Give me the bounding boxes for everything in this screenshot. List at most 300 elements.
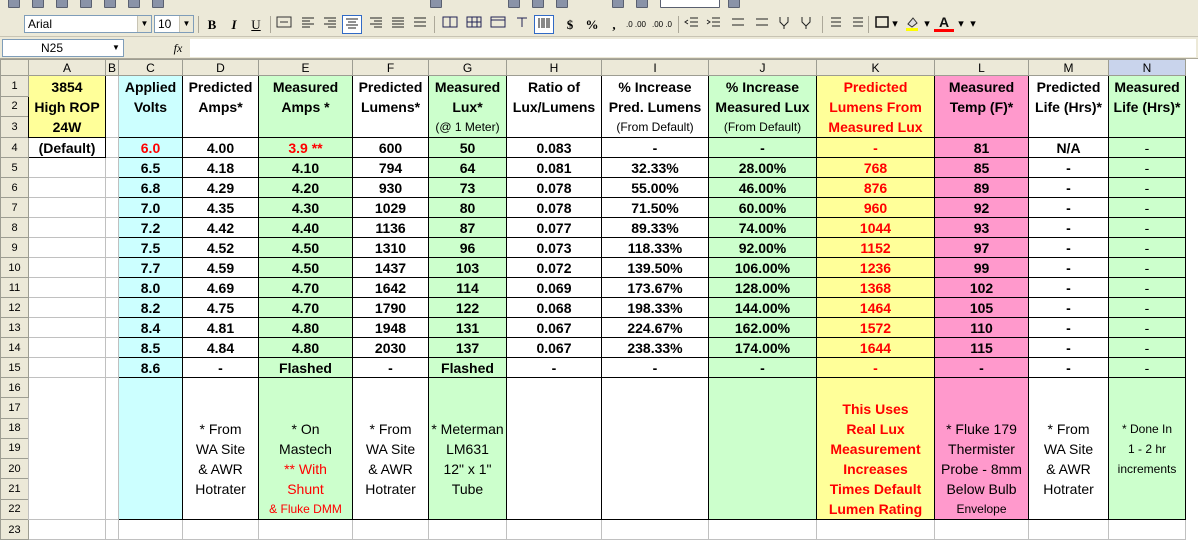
column-header-j[interactable]: J: [709, 60, 817, 76]
cell-d[interactable]: 4.81: [183, 318, 259, 338]
cell-i[interactable]: 89.33%: [602, 218, 709, 238]
cell-a[interactable]: [29, 218, 106, 238]
undo-icon[interactable]: [430, 0, 442, 8]
empty-cell[interactable]: [119, 520, 183, 540]
cell-h[interactable]: 0.067: [507, 318, 602, 338]
cell-l[interactable]: 105: [935, 298, 1029, 318]
row-header[interactable]: 14: [1, 338, 29, 358]
cell-a[interactable]: [29, 138, 106, 158]
header-c[interactable]: [119, 76, 183, 138]
cell-n[interactable]: -: [1109, 358, 1186, 378]
cell-c[interactable]: 7.2: [119, 218, 183, 238]
increase-decimal-button[interactable]: .0 .00: [625, 20, 646, 29]
cell-n[interactable]: -: [1109, 298, 1186, 318]
cell-h[interactable]: 0.073: [507, 238, 602, 258]
open-icon[interactable]: [32, 0, 44, 8]
cell-n[interactable]: -: [1109, 258, 1186, 278]
column-header-f[interactable]: F: [353, 60, 429, 76]
cell-l[interactable]: 92: [935, 198, 1029, 218]
cell-i[interactable]: 71.50%: [602, 198, 709, 218]
cell-f[interactable]: 1029: [353, 198, 429, 218]
email-icon[interactable]: [104, 0, 116, 8]
note-d[interactable]: [183, 378, 259, 520]
empty-cell[interactable]: [709, 520, 817, 540]
empty-cell[interactable]: [259, 520, 353, 540]
cell-i[interactable]: [602, 378, 709, 520]
cell-a[interactable]: [29, 338, 106, 358]
cell-b[interactable]: [106, 318, 119, 338]
chart-wizard-icon[interactable]: [612, 0, 624, 8]
column-header-a[interactable]: A: [29, 60, 106, 76]
row-header[interactable]: 17: [1, 398, 29, 418]
header-l[interactable]: [935, 76, 1029, 138]
cell-f[interactable]: 1790: [353, 298, 429, 318]
cell-f[interactable]: 1310: [353, 238, 429, 258]
cell-d[interactable]: 4.18: [183, 158, 259, 178]
formula-input[interactable]: [190, 39, 1196, 57]
cell-h[interactable]: [507, 378, 602, 520]
cell-l[interactable]: 115: [935, 338, 1029, 358]
cell-g[interactable]: 103: [429, 258, 507, 278]
cell-i[interactable]: 32.33%: [602, 158, 709, 178]
cell-g[interactable]: 137: [429, 338, 507, 358]
cell-f[interactable]: 1136: [353, 218, 429, 238]
cell-j[interactable]: -: [709, 358, 817, 378]
cell-l[interactable]: 97: [935, 238, 1029, 258]
italic-button[interactable]: I: [231, 17, 237, 32]
cell-k[interactable]: 1368: [817, 278, 935, 298]
cell-k[interactable]: 1236: [817, 258, 935, 278]
sort-ascending-icon[interactable]: [556, 0, 568, 8]
cell-n[interactable]: -: [1109, 158, 1186, 178]
row-header[interactable]: 10: [1, 258, 29, 278]
cell-m[interactable]: -: [1029, 358, 1109, 378]
cell-j[interactable]: 74.00%: [709, 218, 817, 238]
drawing-icon[interactable]: [636, 0, 648, 8]
cell-j[interactable]: -: [709, 138, 817, 158]
cell-d[interactable]: 4.69: [183, 278, 259, 298]
cell-m[interactable]: -: [1029, 338, 1109, 358]
cell-b[interactable]: [106, 298, 119, 318]
cell-b[interactable]: [106, 238, 119, 258]
cell-i[interactable]: 139.50%: [602, 258, 709, 278]
header-g[interactable]: [429, 76, 507, 138]
merge-center-icon[interactable]: [440, 15, 460, 34]
cell-c[interactable]: [119, 378, 183, 520]
cell-f[interactable]: 794: [353, 158, 429, 178]
row-header[interactable]: 16: [1, 378, 29, 398]
cell-i[interactable]: 118.33%: [602, 238, 709, 258]
cell-e[interactable]: 4.50: [259, 238, 353, 258]
cell-c[interactable]: 8.5: [119, 338, 183, 358]
header-k[interactable]: [817, 76, 935, 138]
cell-a[interactable]: [29, 378, 106, 520]
decrease-font-icon[interactable]: [848, 15, 868, 34]
cell-h[interactable]: 0.068: [507, 298, 602, 318]
cell-g[interactable]: 64: [429, 158, 507, 178]
note-n[interactable]: [1109, 378, 1186, 520]
cell-n[interactable]: -: [1109, 318, 1186, 338]
cell-m[interactable]: -: [1029, 218, 1109, 238]
cell-b[interactable]: [106, 378, 119, 520]
column-header-n[interactable]: N: [1109, 60, 1186, 76]
column-header-b[interactable]: B: [106, 60, 119, 76]
row-header[interactable]: 21: [1, 479, 29, 499]
select-all-corner[interactable]: [1, 60, 29, 76]
cell-e[interactable]: 4.20: [259, 178, 353, 198]
cell-e[interactable]: 4.80: [259, 338, 353, 358]
row-header[interactable]: 20: [1, 459, 29, 479]
decrease-indent-icon[interactable]: [682, 15, 702, 34]
empty-cell[interactable]: [29, 520, 106, 540]
align-left-icon[interactable]: [298, 15, 318, 34]
cell-d[interactable]: 4.59: [183, 258, 259, 278]
fill-color-icon[interactable]: [902, 15, 922, 34]
cell-b[interactable]: [106, 338, 119, 358]
header-f[interactable]: [353, 76, 429, 138]
cell-f[interactable]: -: [353, 358, 429, 378]
cell-m[interactable]: N/A: [1029, 138, 1109, 158]
text-direction-icon[interactable]: [512, 15, 532, 34]
bold-button[interactable]: B: [207, 17, 217, 32]
cell-k[interactable]: 960: [817, 198, 935, 218]
row-header[interactable]: 18: [1, 418, 29, 438]
decrease-decimal-button[interactable]: .00 .0: [651, 20, 672, 29]
cell-k[interactable]: 1044: [817, 218, 935, 238]
cell-c[interactable]: 6.5: [119, 158, 183, 178]
cell-f[interactable]: 1948: [353, 318, 429, 338]
cell-c[interactable]: 6.8: [119, 178, 183, 198]
cell-d[interactable]: -: [183, 358, 259, 378]
cell-i[interactable]: 55.00%: [602, 178, 709, 198]
cell-a[interactable]: [29, 198, 106, 218]
increase-font-icon[interactable]: [826, 15, 846, 34]
cell-e[interactable]: 4.10: [259, 158, 353, 178]
column-header-h[interactable]: H: [507, 60, 602, 76]
new-icon[interactable]: [8, 0, 20, 8]
cell-c[interactable]: 7.0: [119, 198, 183, 218]
empty-cell[interactable]: [429, 520, 507, 540]
cell-l[interactable]: 81: [935, 138, 1029, 158]
cell-g[interactable]: 122: [429, 298, 507, 318]
cell-n[interactable]: -: [1109, 278, 1186, 298]
print-preview-icon[interactable]: [152, 0, 164, 8]
cell-h[interactable]: 0.083: [507, 138, 602, 158]
cell-c[interactable]: 7.5: [119, 238, 183, 258]
cell-k[interactable]: 1644: [817, 338, 935, 358]
cell-m[interactable]: -: [1029, 298, 1109, 318]
cell-g[interactable]: 80: [429, 198, 507, 218]
cell-j[interactable]: 162.00%: [709, 318, 817, 338]
cell-a[interactable]: [29, 318, 106, 338]
cell-i[interactable]: 173.67%: [602, 278, 709, 298]
header-e[interactable]: [259, 76, 353, 138]
row-header[interactable]: 23: [1, 520, 29, 540]
cell-n[interactable]: -: [1109, 238, 1186, 258]
empty-cell[interactable]: [935, 520, 1029, 540]
cell-b[interactable]: [106, 138, 119, 158]
row-header[interactable]: 13: [1, 318, 29, 338]
empty-cell[interactable]: [602, 520, 709, 540]
help-icon[interactable]: [728, 0, 740, 8]
cell-m[interactable]: -: [1029, 158, 1109, 178]
borders-icon[interactable]: [872, 15, 892, 34]
cell-e[interactable]: 4.70: [259, 278, 353, 298]
cell-m[interactable]: -: [1029, 318, 1109, 338]
cell-k[interactable]: -: [817, 358, 935, 378]
row-header[interactable]: 12: [1, 298, 29, 318]
cell-j[interactable]: 46.00%: [709, 178, 817, 198]
chevron-down-icon[interactable]: ▼: [179, 16, 193, 32]
cell-m[interactable]: -: [1029, 198, 1109, 218]
title-cell[interactable]: [29, 76, 106, 138]
row-header[interactable]: 15: [1, 358, 29, 378]
cell-e[interactable]: 4.40: [259, 218, 353, 238]
cell-l[interactable]: 85: [935, 158, 1029, 178]
percent-button[interactable]: %: [585, 17, 599, 32]
row-header[interactable]: 4: [1, 138, 29, 158]
empty-cell[interactable]: [1109, 520, 1186, 540]
cell-m[interactable]: -: [1029, 238, 1109, 258]
row-header[interactable]: 7: [1, 198, 29, 218]
header-n[interactable]: [1109, 76, 1186, 138]
note-m[interactable]: [1029, 378, 1109, 520]
cell-b[interactable]: [106, 358, 119, 378]
empty-cell[interactable]: [183, 520, 259, 540]
cell-f[interactable]: 1642: [353, 278, 429, 298]
header-h[interactable]: [507, 76, 602, 138]
insert-function-button[interactable]: fx: [173, 41, 183, 55]
cell-l[interactable]: 99: [935, 258, 1029, 278]
cell-d[interactable]: 4.75: [183, 298, 259, 318]
empty-cell[interactable]: [817, 520, 935, 540]
row-header[interactable]: 11: [1, 278, 29, 298]
hyperlink-icon[interactable]: [508, 0, 520, 8]
cell-k[interactable]: -: [817, 138, 935, 158]
note-f[interactable]: [353, 378, 429, 520]
currency-button[interactable]: $: [566, 17, 574, 32]
cell-l[interactable]: -: [935, 358, 1029, 378]
comma-button[interactable]: ,: [612, 17, 616, 32]
cell-h[interactable]: 0.069: [507, 278, 602, 298]
chevron-down-icon[interactable]: ▼: [112, 43, 120, 52]
permission-icon[interactable]: [80, 0, 92, 8]
cell-j[interactable]: [709, 378, 817, 520]
fork-icon[interactable]: [774, 15, 794, 34]
justify-icon[interactable]: [388, 15, 408, 34]
header-d[interactable]: [183, 76, 259, 138]
cell-l[interactable]: 110: [935, 318, 1029, 338]
chevron-down-icon[interactable]: ▾: [892, 18, 898, 30]
cell-j[interactable]: 28.00%: [709, 158, 817, 178]
cell-g[interactable]: 131: [429, 318, 507, 338]
cell-n[interactable]: -: [1109, 338, 1186, 358]
cell-c[interactable]: 8.4: [119, 318, 183, 338]
cell-e[interactable]: 4.70: [259, 298, 353, 318]
row-header[interactable]: 5: [1, 158, 29, 178]
cell-m[interactable]: -: [1029, 278, 1109, 298]
row-header[interactable]: 2: [1, 96, 29, 117]
cell-h[interactable]: 0.077: [507, 218, 602, 238]
row-header[interactable]: 9: [1, 238, 29, 258]
cell-f[interactable]: 2030: [353, 338, 429, 358]
cell-k[interactable]: 1572: [817, 318, 935, 338]
cell-d[interactable]: 4.29: [183, 178, 259, 198]
cell-j[interactable]: 128.00%: [709, 278, 817, 298]
row-header[interactable]: 1: [1, 76, 29, 97]
row-header[interactable]: 6: [1, 178, 29, 198]
cell-n[interactable]: -: [1109, 218, 1186, 238]
cell-e[interactable]: 4.30: [259, 198, 353, 218]
row-header[interactable]: 22: [1, 499, 29, 519]
cell-i[interactable]: 224.67%: [602, 318, 709, 338]
underline-button[interactable]: U: [251, 17, 261, 32]
cell-n[interactable]: -: [1109, 178, 1186, 198]
autosum-icon[interactable]: [532, 0, 544, 8]
cell-a[interactable]: [29, 158, 106, 178]
cell-e[interactable]: Flashed: [259, 358, 353, 378]
empty-cell[interactable]: [1029, 520, 1109, 540]
empty-cell[interactable]: [353, 520, 429, 540]
cell-c[interactable]: 8.2: [119, 298, 183, 318]
note-e[interactable]: [259, 378, 353, 520]
toolbar-options-icon[interactable]: ▾: [970, 18, 976, 30]
cell-g[interactable]: 73: [429, 178, 507, 198]
column-header-c[interactable]: C: [119, 60, 183, 76]
cell-h[interactable]: 0.081: [507, 158, 602, 178]
row-header[interactable]: 3: [1, 117, 29, 138]
header-i[interactable]: [602, 76, 709, 138]
chevron-down-icon[interactable]: ▾: [958, 18, 964, 30]
cell-h[interactable]: -: [507, 358, 602, 378]
cell-l[interactable]: 102: [935, 278, 1029, 298]
cell-c[interactable]: 7.7: [119, 258, 183, 278]
cell-f[interactable]: 930: [353, 178, 429, 198]
cell-g[interactable]: 87: [429, 218, 507, 238]
align-right-icon[interactable]: [366, 15, 386, 34]
cell-j[interactable]: 144.00%: [709, 298, 817, 318]
cell-k[interactable]: 876: [817, 178, 935, 198]
cell-a[interactable]: [29, 178, 106, 198]
cell-k[interactable]: 1152: [817, 238, 935, 258]
cell-n[interactable]: -: [1109, 198, 1186, 218]
column-header-l[interactable]: L: [935, 60, 1029, 76]
cell-l[interactable]: 93: [935, 218, 1029, 238]
row-header[interactable]: 19: [1, 438, 29, 458]
cell-c[interactable]: 8.0: [119, 278, 183, 298]
column-header-g[interactable]: G: [429, 60, 507, 76]
font-name-select[interactable]: [24, 15, 152, 33]
cell-m[interactable]: -: [1029, 178, 1109, 198]
header-m[interactable]: [1029, 76, 1109, 138]
cell-d[interactable]: 4.00: [183, 138, 259, 158]
cell-h[interactable]: 0.078: [507, 198, 602, 218]
cell-f[interactable]: 1437: [353, 258, 429, 278]
column-header-i[interactable]: I: [602, 60, 709, 76]
note-l[interactable]: [935, 378, 1029, 520]
cell-h[interactable]: 0.067: [507, 338, 602, 358]
cell-g[interactable]: 114: [429, 278, 507, 298]
grid-icon[interactable]: [464, 15, 484, 34]
empty-cell[interactable]: [106, 520, 119, 540]
cell-m[interactable]: -: [1029, 258, 1109, 278]
cell-b[interactable]: [106, 258, 119, 278]
print-icon[interactable]: [128, 0, 140, 8]
cell-b[interactable]: [106, 198, 119, 218]
merge-styles-icon[interactable]: [274, 15, 294, 34]
cell-k[interactable]: 768: [817, 158, 935, 178]
align-center-icon[interactable]: [342, 15, 362, 34]
row-header[interactable]: 8: [1, 218, 29, 238]
note-k[interactable]: [817, 378, 935, 520]
fork-icon[interactable]: [796, 15, 816, 34]
save-icon[interactable]: [56, 0, 68, 8]
cell-a[interactable]: [29, 258, 106, 278]
cell-a[interactable]: [29, 298, 106, 318]
indent-left-icon[interactable]: [728, 15, 748, 34]
cell-c[interactable]: 6.0: [119, 138, 183, 158]
cell-a[interactable]: [29, 278, 106, 298]
cell-d[interactable]: 4.84: [183, 338, 259, 358]
cell-i[interactable]: 238.33%: [602, 338, 709, 358]
note-g[interactable]: [429, 378, 507, 520]
chevron-down-icon[interactable]: ▼: [137, 16, 151, 32]
table-icon[interactable]: [488, 15, 508, 34]
empty-cell[interactable]: [507, 520, 602, 540]
chevron-down-icon[interactable]: ▾: [924, 18, 930, 30]
cell-g[interactable]: 96: [429, 238, 507, 258]
cell-j[interactable]: 174.00%: [709, 338, 817, 358]
cell-i[interactable]: -: [602, 358, 709, 378]
column-header-m[interactable]: M: [1029, 60, 1109, 76]
column-header-d[interactable]: D: [183, 60, 259, 76]
cell-f[interactable]: 600: [353, 138, 429, 158]
zoom-box[interactable]: [660, 0, 720, 8]
cell-e[interactable]: 4.50: [259, 258, 353, 278]
cell-a[interactable]: [29, 238, 106, 258]
cell-c[interactable]: 8.6: [119, 358, 183, 378]
cell-j[interactable]: 92.00%: [709, 238, 817, 258]
cell-j[interactable]: 60.00%: [709, 198, 817, 218]
cell-n[interactable]: -: [1109, 138, 1186, 158]
cell-b[interactable]: [106, 76, 119, 138]
cell-d[interactable]: 4.52: [183, 238, 259, 258]
cell-a[interactable]: [29, 358, 106, 378]
cell-k[interactable]: 1464: [817, 298, 935, 318]
cell-b[interactable]: [106, 278, 119, 298]
barcode-icon[interactable]: [534, 15, 554, 34]
column-header-e[interactable]: E: [259, 60, 353, 76]
cell-l[interactable]: 89: [935, 178, 1029, 198]
align-right-icon[interactable]: [320, 15, 340, 34]
distributed-icon[interactable]: [410, 15, 430, 34]
cell-b[interactable]: [106, 218, 119, 238]
indent-right-icon[interactable]: [752, 15, 772, 34]
cell-e[interactable]: 3.9 **: [259, 138, 353, 158]
header-j[interactable]: [709, 76, 817, 138]
cell-g[interactable]: 50: [429, 138, 507, 158]
cell-d[interactable]: 4.35: [183, 198, 259, 218]
font-size-select[interactable]: [154, 15, 194, 33]
increase-indent-icon[interactable]: [704, 15, 724, 34]
cell-i[interactable]: 198.33%: [602, 298, 709, 318]
column-header-k[interactable]: K: [817, 60, 935, 76]
cell-b[interactable]: [106, 158, 119, 178]
cell-e[interactable]: 4.80: [259, 318, 353, 338]
font-color-icon[interactable]: A: [934, 15, 954, 32]
cell-i[interactable]: -: [602, 138, 709, 158]
name-box[interactable]: [2, 39, 124, 57]
